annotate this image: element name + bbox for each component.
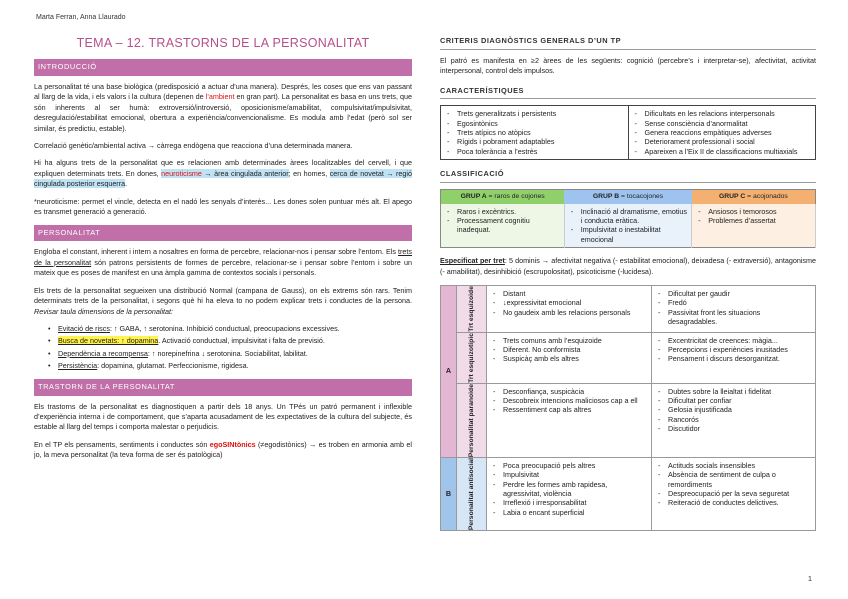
groups-table [440,189,816,248]
right-column [440,36,816,531]
clusters-table [440,285,816,531]
pers-paragraph-1: Engloba el constant, inherent i intern a nosaltres en forma de percebre, relacionar-nos i pensar sobre l’entorn. Els trets de la personalitat són patrons persistents de formes de percebre, relacionar-se i pensar sobre l’entorn i sobre un mateix que es poses de manifest en una àmpla gamma de contextos socials i personals. [34,247,412,278]
group-item: - Impulsivitat o inestabilitat emocional [569,225,688,244]
disorder-item: - Desconfiança, suspicàcia [491,387,647,396]
group-item: - Processament cognitiu inadequat. [445,216,560,235]
disorder-item: - Reiteració de conductes delictives. [656,498,811,507]
group-a-header: GRUP A = raros de cojones [441,189,565,203]
section-header-personalitat: PERSONALITAT [34,225,412,242]
trait-item: • Persistència: dopamina, glutamat. Perfeccionisme, rigidesa. [48,361,412,371]
char-item: - Trets atípics no atòpics [445,128,624,137]
disorder-item: - Dubtes sobre la lleialtat i fidelitat [656,387,811,396]
disorder-item: - Pensament i discurs desorganitzat. [656,354,811,363]
disorder-item: - Descobreix intencions maliciosos cap a ell [491,396,647,405]
disorder-item: - Rancorós [656,415,811,424]
section-header-intro: INTRODUCCIÓ [34,59,412,76]
group-b-header: GRUP B = tocacojones [564,189,692,203]
char-item: - Sense consciència d’anormalitat [633,119,812,128]
intro-paragraph-4: *neuroticisme: permet el vincle, detecta en el nadó les senyals d’interès... Les dones solen puntuar més alt. El apego es transmet generació a generació. [34,196,412,217]
disorder-item: - Trets comuns amb l’esquizoide [491,336,647,345]
disorder-item: - Dificultat per confiar [656,396,811,405]
disorder-item: - Labia o encant superficial [491,508,647,517]
specificat-paragraph: Especificat per tret: 5 dominis → afectivitat negativa (- estabilitat emocional), deixadesa (- extraversió), antagonisme (- amabilitat), desinhibició (escrupolositat), psicoticisme (-lucidesa). [440,256,816,276]
disorder-label: Personalitat antisocial [457,457,487,530]
disorder-item: - Despreocupació per la seva seguretat [656,489,811,498]
disorder-item: - Ressentiment cap als altres [491,405,647,414]
disorder-item: - No gaudeix amb les relacions personals [491,308,647,317]
disorder-item: - Percepcions i experiències inusitades [656,345,811,354]
disorder-item: - Absència de sentiment de culpa o remordiments [656,470,811,489]
disorder-item: - Gelosia injustificada [656,405,811,414]
disorder-item: - Irreflexió i irresponsabilitat [491,498,647,507]
disorder-item: - Suspicàç amb els altres [491,354,647,363]
char-item: - Rígids i pobrament adaptables [445,137,624,146]
group-item: - Raros i excèntrics. [445,207,560,216]
disorder-label: Personalitat paranoide [457,383,487,457]
pers-paragraph-2: Els trets de la personalitat segueixen una distribució Normal (campana de Gauss), on els extrems són rars. Tenim determinats trets de la personalitat, i segons què hi ha eleva to no podem explicar trets i conductes de la persona. Revisar taula dimensions de la personalitat: [34,285,412,316]
char-item: - Apareixen a l’Eix II de classificacions multiaxials [633,147,812,156]
disorder-item: - Impulsivitat [491,470,647,479]
char-item: - Genera reaccions empàtiques adverses [633,128,812,137]
section-header-criteris: CRITERIS DIAGNÒSTICS GENERALS D’UN TP [440,36,816,50]
page-title: TEMA – 12. TRASTORNS DE LA PERSONALITAT [76,36,370,50]
disorder-item: - Poca preocupació pels altres [491,461,647,470]
disorder-item: - Diferent. No conformista [491,345,647,354]
section-header-caracteristiques: CARACTERÍSTIQUES [440,86,816,100]
disorder-item: - ↓expressivitat emocional [491,298,647,307]
disorder-label: Trt esquizotípic [457,332,487,383]
disorder-item: - Dificultat per gaudir [656,289,811,298]
char-item: - Egosintònics [445,119,624,128]
group-item: - Problemes d’assertat [696,216,811,225]
intro-paragraph-3: Hi ha alguns trets de la personalitat que es relacionen amb determinades àrees localitzables del cervell, i que expliquen determinats trets. En dones, neuroticisme → àrea cingulada anterior; en homes, cerca de novetat → regió cingulada posterior esquerra. [34,158,413,189]
disorder-item: - Actituds socials insensibles [656,461,811,470]
group-c-header: GRUP C = acojonados [692,189,816,203]
char-item: - Dificultats en les relacions interpersonals [633,109,812,118]
disorder-item: - Discutidor [656,424,811,433]
disorder-item: - Perdre les formes amb rapidesa, agressivitat, violència [491,480,647,499]
disorder-label: Trt esquizoide [457,286,487,333]
trait-item: • Dependència a recompensa: ↑ norepinefrina ↓ serotonina. Sociabilitat, labilitat. [48,349,412,359]
char-item: - Poca tolerància a l’estrès [445,147,624,156]
trait-item: • Evitació de riscs: ↑ GABA, ↑ serotonina. Inhibició conductual, preocupacions excessives. [48,324,412,334]
intro-paragraph-1: La personalitat té una base biològica (predisposició a actuar d’una manera). Després, les coses que ens van passant al llarg de la vida, i els valors i la cultura (depenen de l’ambient en gran part). La personalitat es basa en uns trets, que són inherents al ser humà: extroversió/introversió, oposicionisme/amabilitat, compulsivitat/impulsivitat, desregulació/estabilitat emocional, obertura a experiència/convencionalisme. Es modula amb l’edat (però sol ser similar, és predictiu, estable). [34,81,412,133]
char-item: - Deteriorament professional i social [633,137,812,146]
characteristics-table [440,105,816,160]
disorder-item: - Passivitat front les situacions desagradables. [656,308,811,327]
intro-paragraph-2: Correlació genètic/ambiental activa → càrrega endògena que reacciona d’una determinada manera. [34,141,353,151]
page-number: 1 [807,574,812,584]
traits-list [48,324,412,372]
disorder-item: - Excentricitat de creences: màgia... [656,336,811,345]
criteris-paragraph: El patró es manifesta en ≥2 àrees de les següents: cognició (percebre’s i interpretar-se), afectivitat, activitat interpersonal, control dels impulsos. [440,55,816,76]
group-item: - Inclinació al dramatisme, emotius i conducta eràtica. [569,207,688,226]
header-author: Marta Ferran, Anna Llaurado [36,14,126,21]
section-header-classificacio: CLASSIFICACIÓ [440,169,816,183]
disorder-item: - Fredó [656,298,811,307]
trait-item: • Busca de novetats: ↑ dopamina. Activació conductual, impulsivitat i falta de previsió. [48,336,412,346]
cluster-label: A [441,286,457,458]
left-column [34,34,412,468]
trast-paragraph-2: En el TP els pensaments, sentiments i conductes són egoSINtònics (≠egodistònics) → es troben en armonia amb el jo, la meva personalitat (la teva forma de ser és patològica) [34,439,412,460]
char-item: - Trets generalitzats i persistents [445,109,624,118]
trast-paragraph-1: Els trastorns de la personalitat es diagnostiquen a partir dels 18 anys. Un TPés un patró permanent i inflexible d’experiència interna i de comportament, que s’aparta acusadament de les expectatives de la cultura del subjecte, és estable al llarg del temps i comporta malestar o perjudicis. [34,401,412,432]
cluster-label: B [441,457,457,530]
disorder-item: - Distant [491,289,647,298]
section-header-trastorn: TRASTORN DE LA PERSONALITAT [34,379,412,396]
group-item: - Ansiosos i temorosos [696,207,811,216]
